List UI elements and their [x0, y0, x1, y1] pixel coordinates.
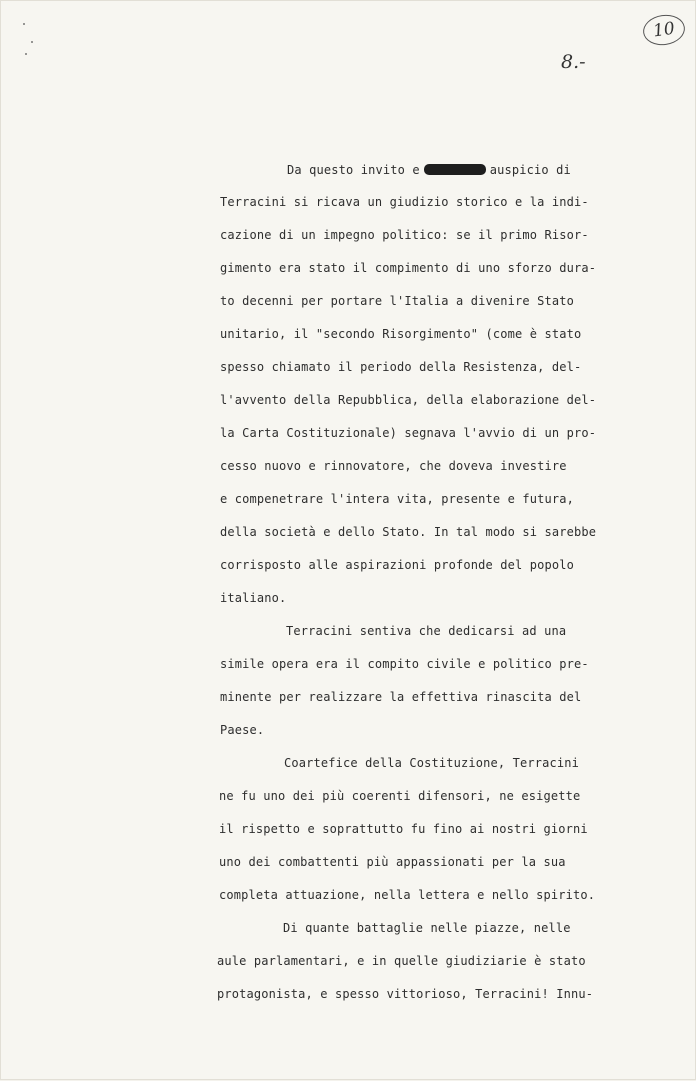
text-line: Coartefice della Costituzione, Terracini: [284, 756, 579, 770]
text-line: il rispetto e soprattutto fu fino ai nostri giorni: [219, 822, 588, 836]
text-line: italiano.: [220, 591, 287, 605]
text-line: [287, 163, 571, 177]
text-line: e compenetrare l'intera vita, presente e futura,: [220, 492, 574, 506]
text-line: la Carta Costituzionale) segnava l'avvio di un pro-: [220, 426, 597, 440]
text-line: Di quante battaglie nelle piazze, nelle: [283, 921, 571, 935]
text-fragment: Da questo invito e: [287, 163, 420, 177]
text-line: spesso chiamato il periodo della Resistenza, del-: [220, 360, 582, 374]
archive-number: 10: [651, 18, 677, 42]
text-line: cesso nuovo e rinnovatore, che doveva investire: [220, 459, 567, 473]
text-line: della società e dello Stato. In tal modo si sarebbe: [220, 525, 597, 539]
text-line: unitario, il "secondo Risorgimento" (come è stato: [220, 327, 582, 341]
text-line: Terracini sentiva che dedicarsi ad una: [286, 624, 567, 638]
text-line: gimento era stato il compimento di uno sforzo dura-: [220, 261, 597, 275]
text-line: l'avvento della Repubblica, della elaborazione del-: [220, 393, 597, 407]
text-line: minente per realizzare la effettiva rinascita del: [220, 690, 582, 704]
text-line: Paese.: [220, 723, 265, 737]
text-line: to decenni per portare l'Italia a divenire Stato: [220, 294, 574, 308]
text-line: protagonista, e spesso vittorioso, Terracini! Innu-: [217, 987, 594, 1001]
text-line: aule parlamentari, e in quelle giudiziarie è stato: [217, 954, 586, 968]
text-line: cazione di un impegno politico: se il primo Risor-: [220, 228, 589, 242]
redaction-mark: [424, 164, 486, 175]
text-line: completa attuazione, nella lettera e nello spirito.: [219, 888, 596, 902]
text-line: corrisposto alle aspirazioni profonde del popolo: [220, 558, 574, 572]
text-line: ne fu uno dei più coerenti difensori, ne esigette: [219, 789, 581, 803]
text-line: simile opera era il compito civile e politico pre-: [220, 657, 589, 671]
text-line: Terracini si ricava un giudizio storico e la indi-: [220, 195, 589, 209]
typed-text-body: [1, 1, 696, 1081]
text-fragment: auspicio di: [489, 163, 571, 177]
page-number: 8.-: [561, 51, 586, 73]
text-line: uno dei combattenti più appassionati per la sua: [219, 855, 566, 869]
